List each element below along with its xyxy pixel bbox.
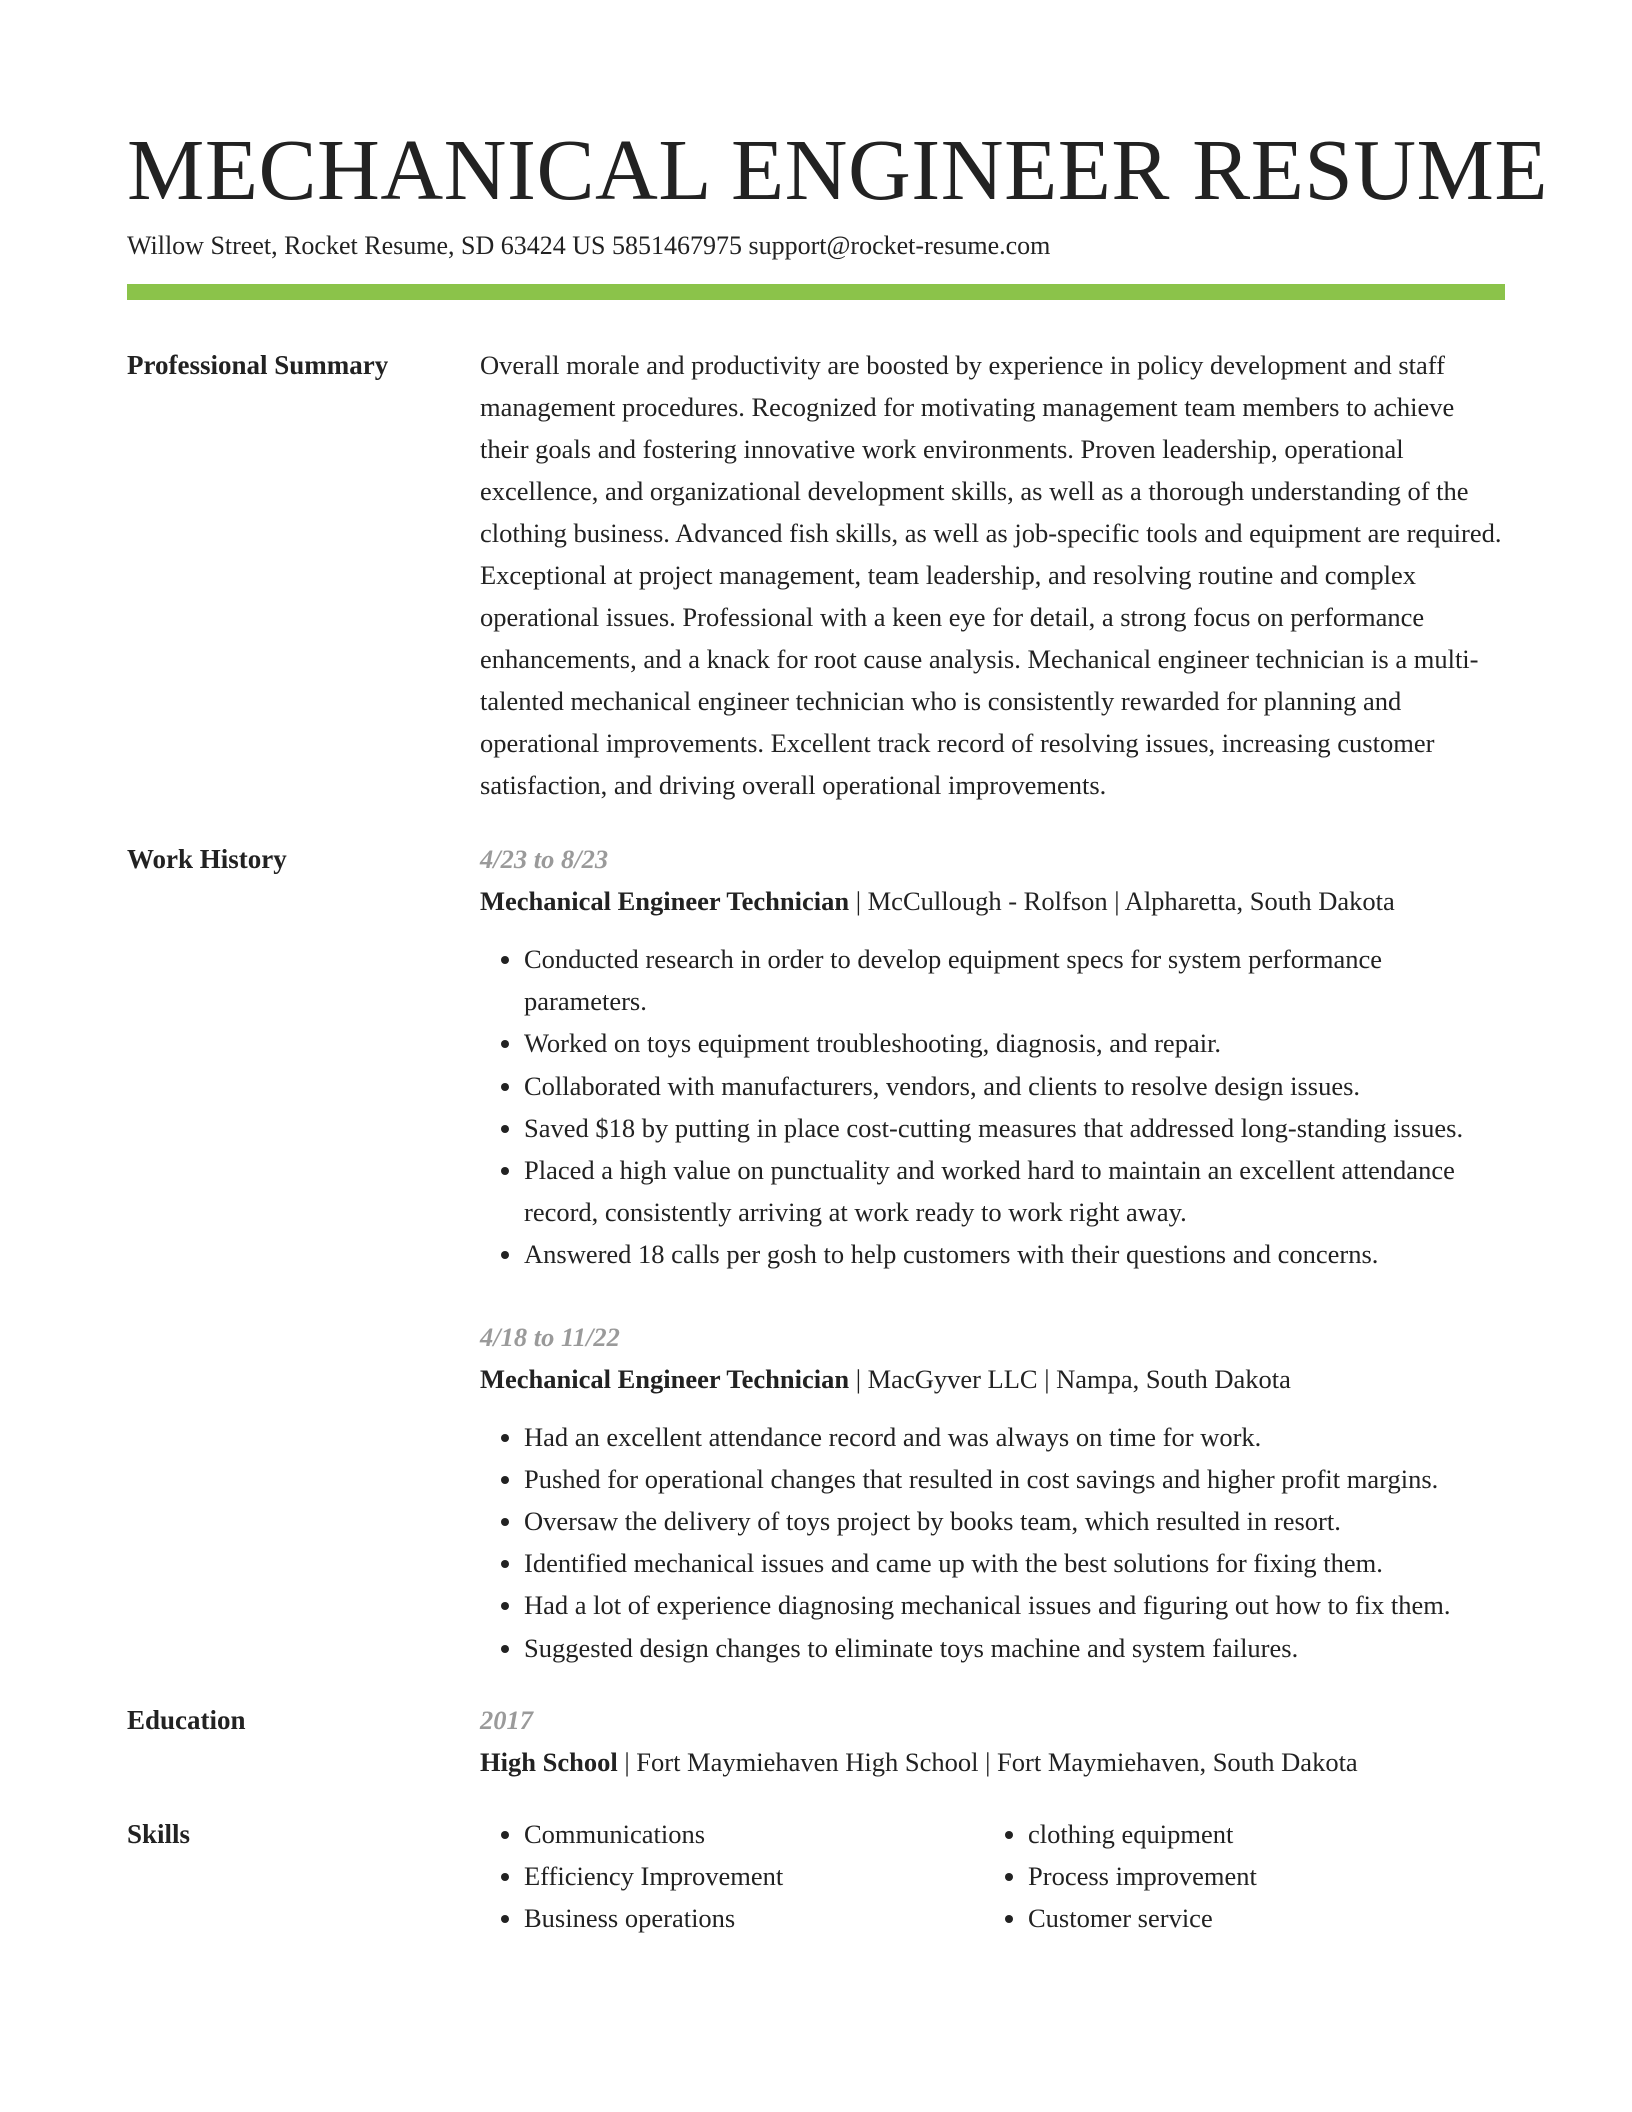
job-heading (480, 880, 1505, 922)
job-bullets (480, 1416, 1505, 1669)
list-item: • Communications (524, 1813, 984, 1855)
job-details: | McCullough - Rolfson | Alpharetta, South Dakota (849, 886, 1395, 916)
work-history-section (127, 838, 1505, 1669)
work-history-label: Work History (127, 844, 287, 874)
job-bullets (480, 938, 1505, 1276)
list-item: • Conducted research in order to develop equipment specs for system performance parameters. (524, 938, 1505, 1022)
list-item: • Suggested design changes to eliminate toys machine and system failures. (524, 1627, 1505, 1669)
education-heading (480, 1741, 1505, 1783)
education-label: Education (127, 1704, 246, 1735)
list-item: • Process improvement (1028, 1855, 1488, 1897)
list-item: • Had an excellent attendance record and was always on time for work. (524, 1416, 1505, 1458)
list-item: • Placed a high value on punctuality and worked hard to maintain an excellent attendance record, consistently arriving at work ready to work right away. (524, 1149, 1505, 1233)
education-section (127, 1699, 1505, 1783)
accent-divider (127, 284, 1505, 300)
education-year: 2017 (480, 1704, 533, 1735)
job-heading (480, 1358, 1505, 1400)
education-details: | Fort Maymiehaven High School | Fort Maymiehaven, South Dakota (617, 1746, 1358, 1777)
list-item: • Business operations (524, 1897, 984, 1939)
job-details: | MacGyver LLC | Nampa, South Dakota (849, 1363, 1291, 1394)
skills-section (127, 1813, 1505, 1939)
summary-section (127, 344, 1505, 806)
list-item: • Answered 18 calls per gosh to help customers with their questions and concerns. (524, 1233, 1505, 1275)
list-item: • Efficiency Improvement (524, 1855, 984, 1897)
skills-list-left (480, 1813, 984, 1939)
list-item: • Saved $18 by putting in place cost-cutting measures that addressed long-standing issues. (524, 1107, 1505, 1149)
list-item: • Had a lot of experience diagnosing mechanical issues and figuring out how to fix them. (524, 1584, 1505, 1626)
job-entry (480, 1316, 1505, 1669)
list-item: • Customer service (1028, 1897, 1488, 1939)
job-dates: 4/18 to 11/22 (480, 1321, 620, 1352)
job-role: Mechanical Engineer Technician (480, 1363, 850, 1394)
resume-page (127, 118, 1549, 1939)
education-degree: High School (480, 1746, 618, 1777)
list-item: • Identified mechanical issues and came up with the best solutions for fixing them. (524, 1542, 1505, 1584)
resume-title: MECHANICAL ENGINEER RESUME (127, 121, 1549, 218)
skills-list-right (984, 1813, 1488, 1939)
skills-label: Skills (127, 1818, 191, 1849)
summary-text: Overall morale and productivity are boosted by experience in policy development and staff management procedures. Recognized for motivating management team members to achieve their goals and fostering innovative work environments. Proven leadership, operational excellence, and organizational development skills, as well as a thorough understanding of the clothing business. Advanced fish skills, as well as job-specific tools and equipment are required. Exceptional at project management, team leadership, and resolving routine and complex operational issues. Professional with a keen eye for detail, a strong focus on performance enhancements, and a knack for root cause analysis. Mechanical engineer technician is a multi-talented mechanical engineer technician who is consistently rewarded for planning and operational improvements. Excellent track record of resolving issues, increasing customer satisfaction, and driving overall operational improvements. (480, 350, 1502, 800)
list-item: • Pushed for operational changes that resulted in cost savings and higher profit margins. (524, 1458, 1505, 1500)
list-item: • Collaborated with manufacturers, vendors, and clients to resolve design issues. (524, 1065, 1505, 1107)
summary-label: Professional Summary (127, 350, 389, 380)
job-entry (480, 838, 1505, 1276)
contact-line: Willow Street, Rocket Resume, SD 63424 US 5851467975 support@rocket-resume.com (127, 231, 1051, 260)
job-dates: 4/23 to 8/23 (480, 844, 609, 874)
list-item: • clothing equipment (1028, 1813, 1488, 1855)
skills-columns (480, 1813, 1505, 1939)
job-role: Mechanical Engineer Technician (480, 886, 850, 916)
list-item: • Oversaw the delivery of toys project by books team, which resulted in resort. (524, 1500, 1505, 1542)
list-item: • Worked on toys equipment troubleshooting, diagnosis, and repair. (524, 1022, 1505, 1064)
